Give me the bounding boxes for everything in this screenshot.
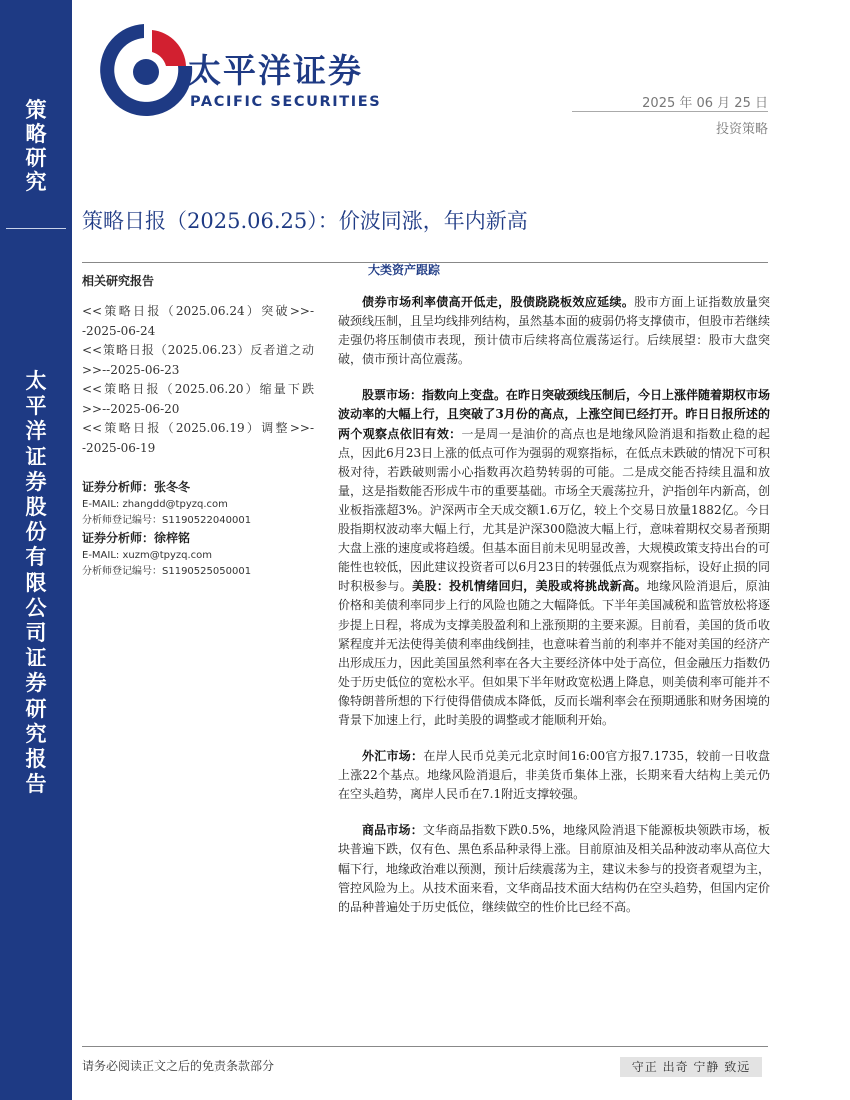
footer-disclaimer: 请务必阅读正文之后的免责条款部分 [82,1059,275,1073]
fx-market-paragraph [338,747,770,804]
bond-market-lead: 债券市场利率债高开低走，股债跷跷板效应延续。 [362,295,635,309]
header-divider [572,111,768,112]
fx-market-lead: 外汇市场： [362,749,424,764]
commodity-market-paragraph [338,821,770,916]
sidebar-divider [6,228,66,229]
commodity-market-lead: 商品市场： [362,823,423,838]
analyst-name: 证券分析师：徐梓铭 [82,531,191,545]
pacific-securities-logo-icon [96,20,196,120]
footer-motto: 守正 出奇 宁静 致远 [620,1057,762,1077]
related-report-link[interactable]: <<策略日报（2025.06.23）反者道之动>>--2025-06-23 [82,343,314,377]
report-date: 2025 年 06 月 25 日 [642,96,768,111]
equity-market-lead: 股票市场：指数向上变盘。在昨日突破颈线压制后，今日上涨伴随着期权市场波动率的大幅上行，且突破了3月份的高点，上涨空间已经打开。昨日日报所述的两个观察点依旧有效： [338,388,771,441]
report-type: 投资策略 [715,122,768,137]
brand-name-cn: 太平洋证券 [188,51,363,90]
us-equity-text: 地缘风险消退后，原油价格和美债利率同步上行的风险也随之大幅降低。下半年美国减税和监管放松将逐步提上日程，将成为支撑美股盈利和上涨预期的主要来源。目前看，美国的货币收紧程度并无法使得美债利率曲线倒挂，也意味着当前的利率并不能对美国的经济产出形成压力，因此美国虽然利率在各大主要经济体中处于高位，但金融压力指数仍处于历史低位的宽松水平。但如果下半年财政宽松遇上降息，则美债利率可能并不像特朗普所想的下行使得借债成本降低，反而长端利率会在预期通胀和财务困境的背景下加速上行，此时美股的调整或才能顺利开始。 [338,579,771,727]
related-report-link[interactable]: <<策略日报（2025.06.20）缩量下跌>>--2025-06-20 [82,382,314,416]
fx-market-text: 在岸人民币兑美元北京时间16:00官方报7.1735，较前一日收盘上涨22个基点。地缘风险消退后，非美货币集体上涨，长期来看大结构上美元仍在空头趋势，离岸人民币在7.1附近支撑较强。 [338,749,770,802]
footer-rule [82,1046,768,1047]
brand-name-en: PACIFIC SECURITIES [190,94,382,110]
equity-market-paragraph [338,386,770,730]
left-column [82,272,314,580]
related-reports-heading: 相关研究报告 [82,274,155,288]
report-title: 策略日报（2025.06.25）：价波同涨，年内新高 [82,209,528,233]
related-reports-list [82,302,314,458]
analyst-email[interactable]: E-MAIL: zhangdd@tpyzq.com [82,499,228,510]
sidebar-company-report: 太平洋证券股份有限公司证券研究报告 [25,368,47,797]
analyst-email[interactable]: E-MAIL: xuzm@tpyzq.com [82,550,213,561]
bond-market-text: 股市方面上证指数放量突破颈线压制，且呈均线排列结构，虽然基本面的疲弱仍将支撑债市，但股市若继续走强仍将压制债市表现，预计债市后续将高位震荡运行。后续展望：股市大盘突破，债市预计高位震荡。 [338,295,771,367]
us-equity-lead: 美股：投机情绪回归，美股或将挑战新高。 [412,579,647,594]
bond-market-paragraph [338,293,770,369]
sidebar-category: 策略研究 [25,97,47,194]
analyst-name: 证券分析师：张冬冬 [82,480,191,494]
analyst-block [82,478,314,580]
analyst-registration: 分析师登记编号：S1190522040001 [82,515,252,526]
analyst-registration: 分析师登记编号：S1190525050001 [82,566,252,577]
sidebar-band [0,0,72,1100]
equity-market-text: 一是周一是油价的高点也是地缘风险消退和指数止稳的起点，因此6月23日上涨的低点可作为强弱的观察指标，在低点未跌破的情况下可积极对待，若跌破则需小心指数再次趋势转弱的可能。二是成交能否持续且温和放量，这是指数能否形成牛市的重要基础。市场全天震荡拉升，沪指创年内新高，创业板指涨超3%。沪深两市全天成交额1.6万亿，较上个交易日放量1882亿。今日股指期权波动率大幅上行，尤其是沪深300隐波大幅上行，意味着期权交易者预期大盘上涨的速度或将趋缓。但基本面目前未见明显改善，大规模政策支持出台的可能性也较低，因此建议投资者可以6月23日的转强低点为观察指标，设好止损的同时积极参与。 [338,426,771,594]
section-title: 大类资产跟踪 [368,263,441,277]
commodity-market-text: 文华商品指数下跌0.5%，地缘风险消退下能源板块领跌市场，板块普遍下跌，仅有色、黑色系品种录得上涨。目前原油及相关品种波动率从高位大幅下行，地缘政治难以预测，预计后续震荡为主，建议未参与的投资者观望为主，管控风险为上。从技术面来看，文华商品技术面大结构仍在空头趋势，但国内定价的品种普遍处于历史低位，继续做空的性价比已经不高。 [338,823,771,914]
main-column [338,293,770,934]
related-report-link[interactable]: <<策略日报（2025.06.19）调整>>--2025-06-19 [82,421,314,455]
related-report-link[interactable]: <<策略日报（2025.06.24）突破>>--2025-06-24 [82,304,314,338]
